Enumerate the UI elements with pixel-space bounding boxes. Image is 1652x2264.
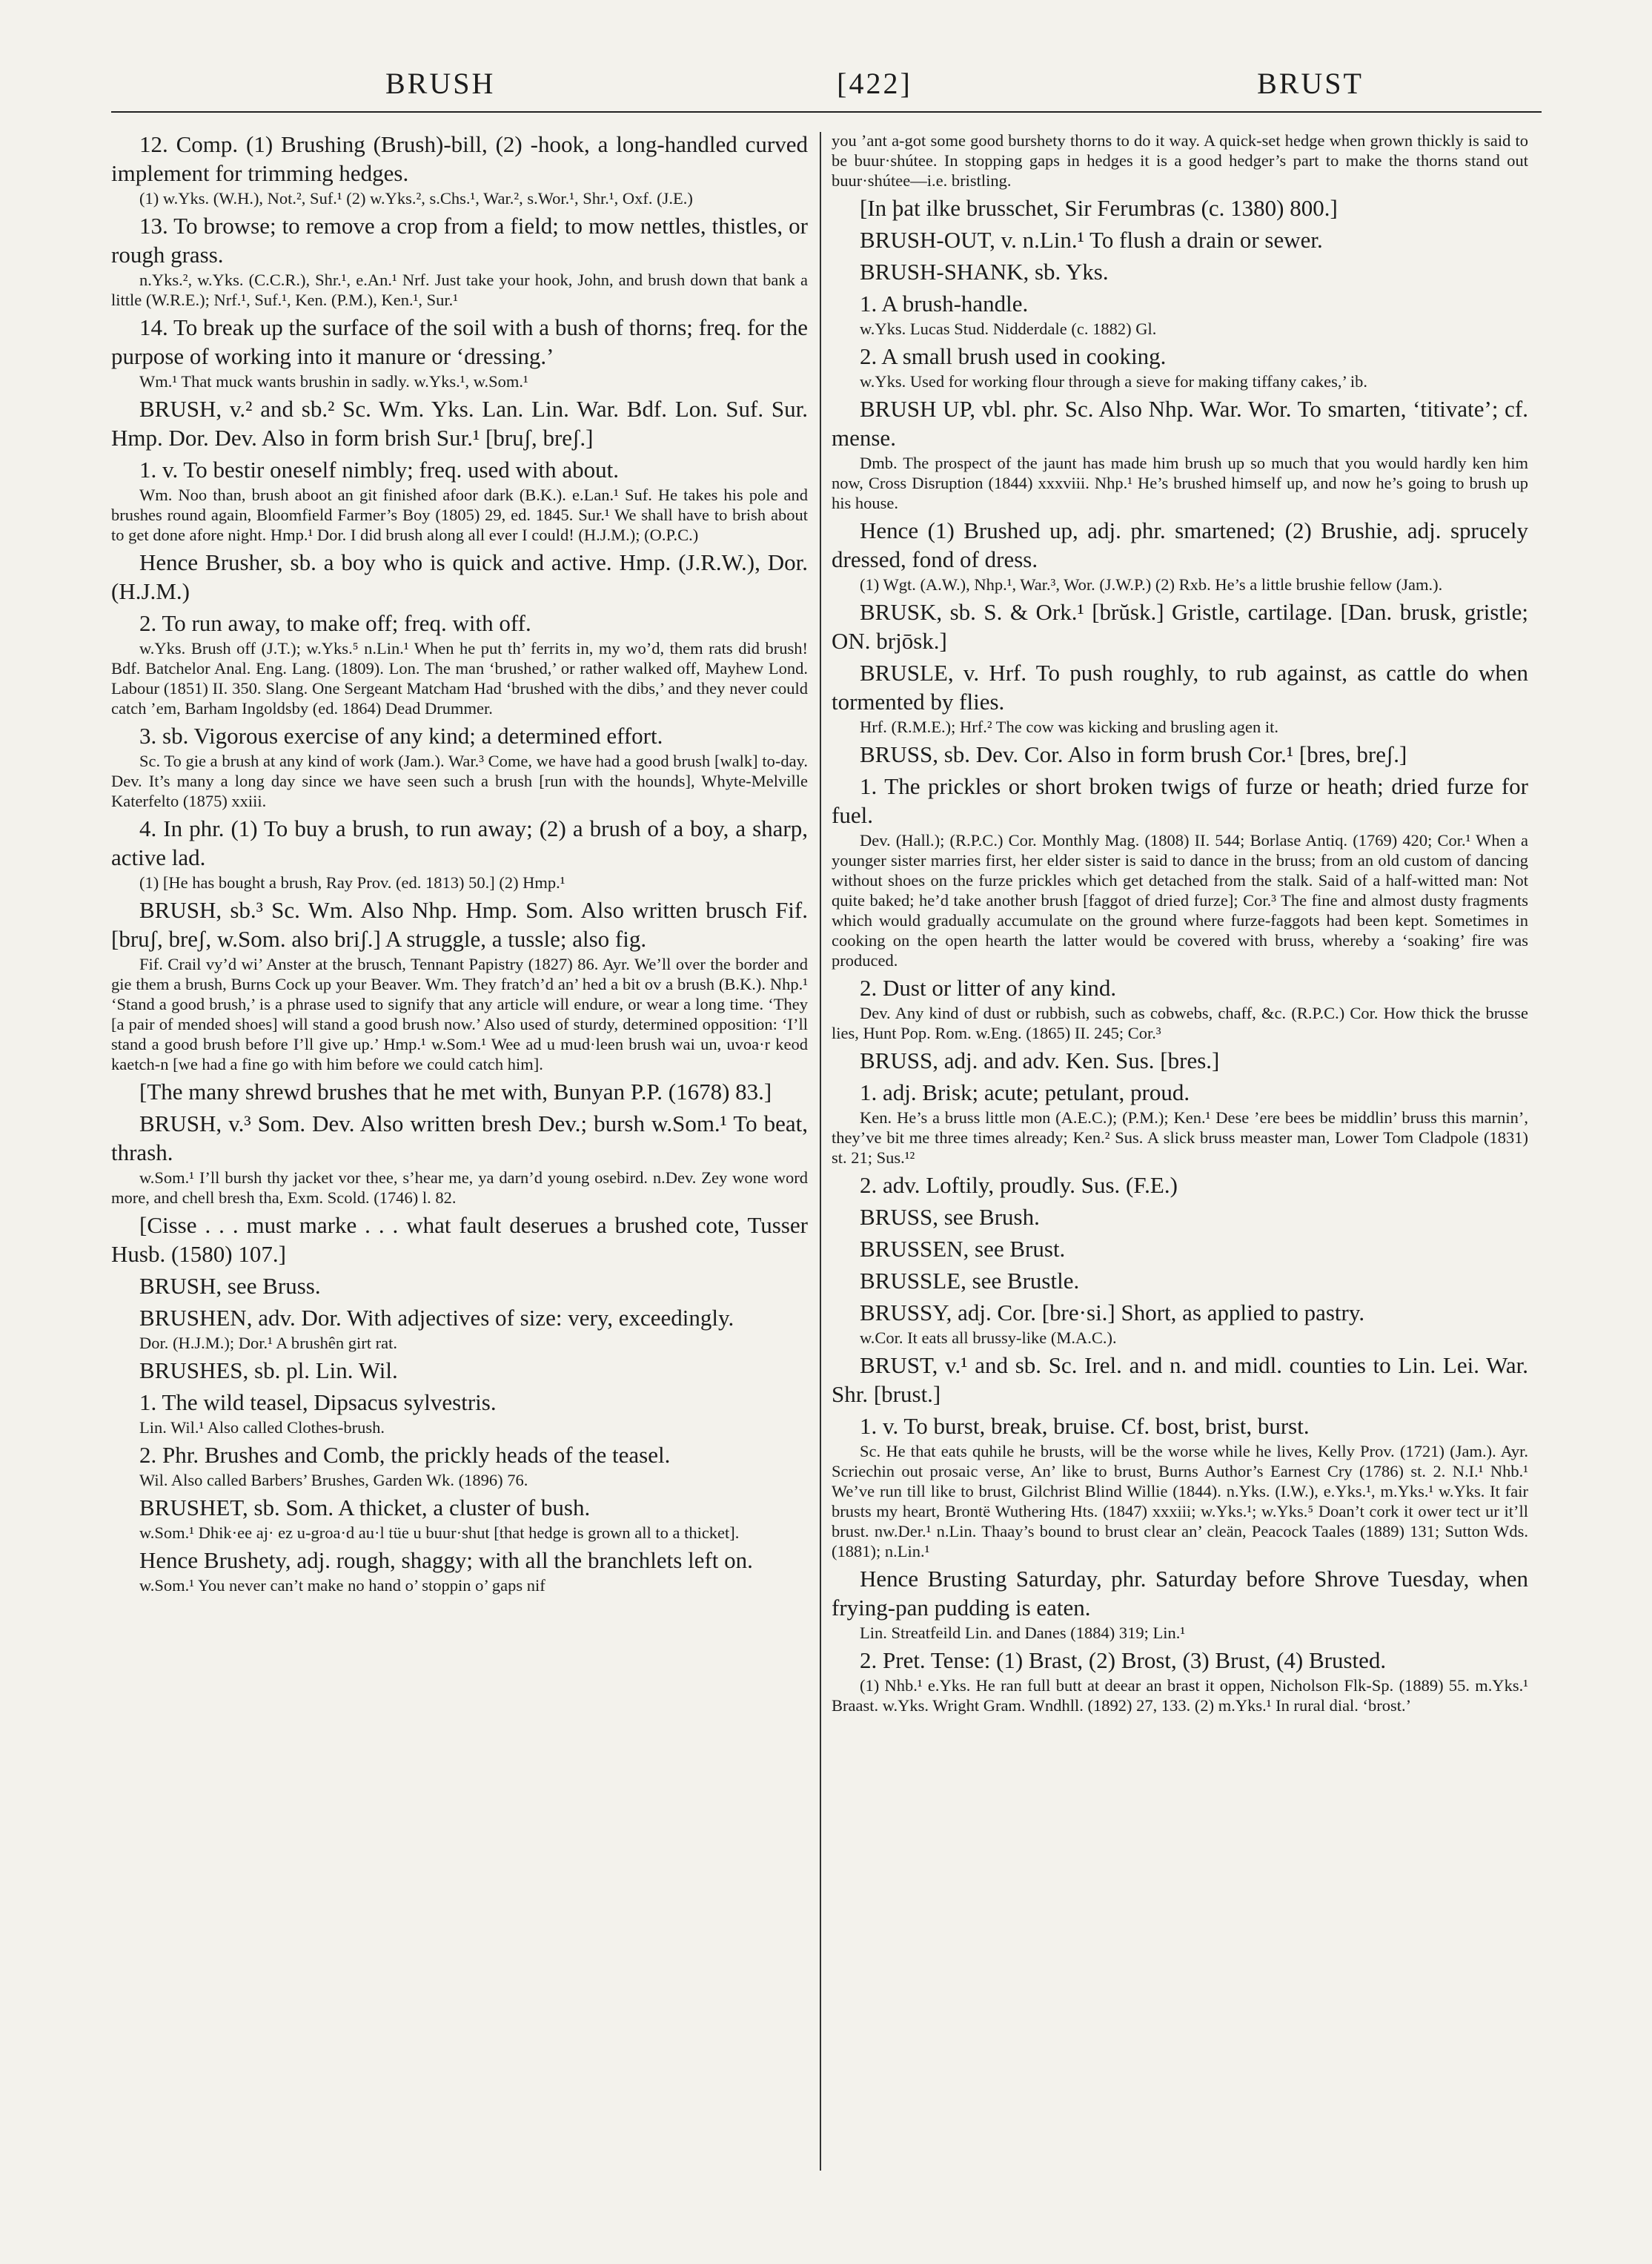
entry-quotation: Dev. Any kind of dust or rubbish, such as cobwebs, chaff, &c. (R.P.C.) Cor. How thick the brusse lies, Hunt Pop. Rom. w.Eng. (1865) II. 245; Cor.³ bbox=[832, 1004, 1528, 1042]
entry-quotation: Sc. He that eats quhile he brusts, will be the worse while he lives, Kelly Prov. (1721) (Jam.). Ayr. Scriechin out prosaic verse, An’ like to brust, Burns Author’s Earnest Cry (1786) st. 2. N.I.¹ Nhb.¹ We’ve run till like to brust, Gilchrist Blind Willie (1844). n.Yks. (I.W.), e.Yks.¹, m.Yks.¹ w.Yks. It fair brusts my heart, Brontë Wuthering Hts. (1847) xxxiii; w.Yks.¹; w.Yks.⁵ Doan’t cork it ower tect ur it’ll brust. nw.Der.¹ n.Lin. Thaay’s bound to brust clear an’ cleän, Peacock Taales (1889) 131; Sutton Wds. (1881); n.Lin.¹ bbox=[832, 1442, 1528, 1560]
dictionary-entry bbox=[111, 548, 808, 606]
entry-quotation: Ken. He’s a bruss little mon (A.E.C.); (P.M.); Ken.¹ Dese ’ere bees be middlin’ bruss this marnin’, they’ve bit me three times already; Ken.² Sus. A slick bruss measter man, Lower Tom Cladpole (1831) st. 21; Sus.¹² bbox=[832, 1108, 1528, 1167]
entry-definition: 1. v. To burst, break, bruise. Cf. bost, brist, burst. bbox=[860, 1413, 1310, 1439]
entry-quotation: Wm. Noo than, brush aboot an git finished afoor dark (B.K.). e.Lan.¹ Suf. He takes his pole and brushes round again, Bloomfield Farmer’s Boy (1805) 29, ed. 1845. Sur.¹ We shall have to brish about to get done afore night. Hmp.¹ Dor. I did brush along all ever I could! (H.J.M.); (O.P.C.) bbox=[111, 486, 808, 544]
entry-definition: BRUSSEN, see Brust. bbox=[860, 1236, 1066, 1262]
entry-definition: [The many shrewd brushes that he met with, Bunyan P.P. (1678) 83.] bbox=[139, 1079, 772, 1105]
entry-definition: [In þat ilke brusschet, Sir Ferumbras (c. 1380) 800.] bbox=[860, 195, 1338, 221]
header-left-word: BRUSH bbox=[385, 66, 496, 100]
entry-definition: BRUSK, sb. S. & Ork.¹ [brŭsk.] Gristle, cartilage. [Dan. brusk, gristle; ON. brjōsk.] bbox=[832, 599, 1528, 654]
entry-definition: 2. Dust or litter of any kind. bbox=[860, 975, 1117, 1001]
dictionary-entry bbox=[111, 130, 808, 208]
dictionary-entry bbox=[832, 740, 1528, 769]
dictionary-entry bbox=[111, 1303, 808, 1353]
dictionary-entry bbox=[832, 1171, 1528, 1199]
dictionary-entry bbox=[111, 1493, 808, 1543]
entry-quotation: Dor. (H.J.M.); Dor.¹ A brushên girt rat. bbox=[139, 1334, 397, 1352]
entry-definition: Hence (1) Brushed up, adj. phr. smartened; (2) Brushie, adj. sprucely dressed, fond of dress. bbox=[832, 517, 1528, 572]
entry-definition: 2. To run away, to make off; freq. with off. bbox=[139, 610, 531, 636]
entry-quotation: Dmb. The prospect of the jaunt has made him brush up so much that you would hardly ken him now, Cross Disruption (1844) xxxviii. Nhp.¹ He’s brushed himself up, and now he’s going to brush up his house. bbox=[832, 454, 1528, 512]
entry-quotation: (1) [He has bought a brush, Ray Prov. (ed. 1813) 50.] (2) Hmp.¹ bbox=[139, 873, 565, 892]
entry-definition: 2. Phr. Brushes and Comb, the prickly heads of the teasel. bbox=[139, 1442, 671, 1468]
dictionary-entry bbox=[832, 257, 1528, 286]
entry-quotation: Sc. To gie a brush at any kind of work (Jam.). War.³ Come, we have had a good brush [walk] to-day. Dev. It’s many a long day since we have seen such a brush [run with the hounds], Whyte-Melville Katerfelto (1875) xxiii. bbox=[111, 752, 808, 810]
dictionary-entry bbox=[111, 1546, 808, 1595]
entry-quotation: w.Som.¹ I’ll bursh thy jacket vor thee, s’hear me, ya darn’d young osebird. n.Dev. Zey wone word more, and chell bresh tha, Exm. Scold. (1746) l. 82. bbox=[111, 1168, 808, 1207]
entry-definition: BRUSHES, sb. pl. Lin. Wil. bbox=[139, 1357, 398, 1383]
dictionary-entry bbox=[111, 1211, 808, 1268]
dictionary-entry bbox=[111, 313, 808, 391]
dictionary-entry bbox=[111, 609, 808, 718]
entry-definition: BRUSLE, v. Hrf. To push roughly, to rub against, as cattle do when tormented by flies. bbox=[832, 660, 1528, 715]
dictionary-entry bbox=[832, 1046, 1528, 1075]
dictionary-entry bbox=[832, 1564, 1528, 1643]
dictionary-entry bbox=[832, 598, 1528, 655]
dictionary-entry bbox=[832, 1298, 1528, 1348]
dictionary-entry bbox=[832, 342, 1528, 391]
entry-definition: BRUSH-SHANK, sb. Yks. bbox=[860, 259, 1109, 285]
dictionary-entry bbox=[832, 1646, 1528, 1715]
entry-definition: BRUSH, v.³ Som. Dev. Also written bresh Dev.; bursh w.Som.¹ To beat, thrash. bbox=[111, 1111, 808, 1165]
dictionary-entry bbox=[832, 1351, 1528, 1409]
entry-quotation: w.Yks. Used for working flour through a sieve for making tiffany cakes,’ ib. bbox=[860, 372, 1368, 391]
entry-quotation: (1) w.Yks. (W.H.), Not.², Suf.¹ (2) w.Yks.², s.Chs.¹, War.², s.Wor.¹, Shr.¹, Oxf. (J.E.) bbox=[139, 189, 693, 208]
entry-definition: BRUSS, sb. Dev. Cor. Also in form brush Cor.¹ [bres, breʃ.] bbox=[860, 741, 1407, 767]
dictionary-entry bbox=[832, 973, 1528, 1043]
entry-quotation: Wil. Also called Barbers’ Brushes, Garden Wk. (1896) 76. bbox=[139, 1471, 528, 1489]
running-header bbox=[111, 61, 1542, 105]
dictionary-entry bbox=[832, 289, 1528, 339]
entry-definition: 4. In phr. (1) To buy a brush, to run away; (2) a brush of a boy, a sharp, active lad. bbox=[111, 815, 808, 870]
entry-definition: BRUSH, see Bruss. bbox=[139, 1273, 321, 1299]
entry-quotation: (1) Wgt. (A.W.), Nhp.¹, War.³, Wor. (J.W.P.) (2) Rxb. He’s a little brushie fellow (Jam.). bbox=[860, 575, 1443, 594]
dictionary-entry bbox=[832, 1078, 1528, 1168]
entry-quotation: n.Yks.², w.Yks. (C.C.R.), Shr.¹, e.An.¹ Nrf. Just take your hook, John, and brush down that bank a little (W.R.E.); Nrf.¹, Suf.¹, Ken. (P.M.), Ken.¹, Sur.¹ bbox=[111, 271, 808, 309]
header-rule bbox=[111, 111, 1542, 113]
dictionary-entry bbox=[111, 1109, 808, 1208]
entry-definition: BRUSS, see Brush. bbox=[860, 1204, 1040, 1230]
entry-definition: Hence Brushety, adj. rough, shaggy; with all the branchlets left on. bbox=[139, 1547, 753, 1573]
dictionary-entry bbox=[832, 225, 1528, 254]
left-column bbox=[111, 130, 808, 2228]
dictionary-entry bbox=[111, 1077, 808, 1106]
entry-quotation: Dev. (Hall.); (R.P.C.) Cor. Monthly Mag. (1808) II. 544; Borlase Antiq. (1769) 420; Cor.¹ When a younger sister marries first, her elder sister is said to dance in the bruss; from an old custom of dancing without shoes on the furze prickles which get detached from the stalk. Said of a half-witted man: Not quite baked; he’d take another brush [faggot of dried furze]; Cor.³ The fine and almost dusty fragments which would gradually accumulate on the ground where furze-faggots had been kept. Sometimes in cooking on the open hearth the latter would be covered with bruss, whereby a ‘soaking’ fire was produced. bbox=[832, 831, 1528, 970]
dictionary-entry bbox=[832, 1266, 1528, 1295]
entry-definition: 2. adv. Loftily, proudly. Sus. (F.E.) bbox=[860, 1172, 1178, 1198]
entry-definition: 1. adj. Brisk; acute; petulant, proud. bbox=[860, 1079, 1190, 1105]
entry-definition: 2. Pret. Tense: (1) Brast, (2) Brost, (3) Brust, (4) Brusted. bbox=[860, 1647, 1387, 1673]
dictionary-entry bbox=[111, 721, 808, 811]
dictionary-entry bbox=[832, 1234, 1528, 1263]
entry-quotation: w.Som.¹ Dhik·ee aj· ez u-groa·d au·l tüe u buur·shut [that hedge is grown all to a thicket]. bbox=[139, 1523, 740, 1542]
dictionary-entry bbox=[111, 1440, 808, 1490]
dictionary-entry bbox=[832, 658, 1528, 737]
entry-definition: BRUSS, adj. and adv. Ken. Sus. [bres.] bbox=[860, 1047, 1220, 1073]
dictionary-entry bbox=[832, 130, 1528, 191]
dictionary-entry bbox=[832, 193, 1528, 222]
entry-definition: Hence Brusher, sb. a boy who is quick and active. Hmp. (J.R.W.), Dor. (H.J.M.) bbox=[111, 549, 808, 604]
dictionary-entry bbox=[832, 394, 1528, 513]
entry-definition: 1. v. To bestir oneself nimbly; freq. used with about. bbox=[139, 457, 620, 483]
page-number: [422] bbox=[837, 66, 912, 100]
dictionary-entry bbox=[111, 1356, 808, 1385]
column-divider bbox=[820, 132, 821, 2171]
header-right-word: BRUST bbox=[1257, 66, 1364, 100]
entry-definition: 13. To browse; to remove a crop from a field; to mow nettles, thistles, or rough grass. bbox=[111, 213, 808, 268]
entry-definition: [Cisse . . . must marke . . . what fault deserues a brushed cote, Tusser Husb. (1580) 107.] bbox=[111, 1212, 808, 1267]
right-column bbox=[832, 130, 1528, 2228]
entry-definition: 1. The wild teasel, Dipsacus sylvestris. bbox=[139, 1389, 497, 1415]
dictionary-entry bbox=[111, 896, 808, 1074]
dictionary-entry bbox=[111, 1271, 808, 1300]
dictionary-entry bbox=[832, 1202, 1528, 1231]
entry-definition: BRUSH UP, vbl. phr. Sc. Also Nhp. War. Wor. To smarten, ‘titivate’; cf. mense. bbox=[832, 396, 1528, 451]
dictionary-entry bbox=[832, 1411, 1528, 1561]
entry-definition: BRUST, v.¹ and sb. Sc. Irel. and n. and midl. counties to Lin. Lei. War. Shr. [brust.] bbox=[832, 1352, 1528, 1407]
entry-definition: 1. A brush-handle. bbox=[860, 291, 1029, 317]
entry-quotation: (1) Nhb.¹ e.Yks. He ran full butt at deear an brast it oppen, Nicholson Flk-Sp. (1889) 55. m.Yks.¹ Braast. w.Yks. Wright Gram. Wndhll. (1892) 27, 133. (2) m.Yks.¹ In rural dial. ‘brost.’ bbox=[832, 1676, 1528, 1715]
entry-definition: BRUSSY, adj. Cor. [bre·si.] Short, as applied to pastry. bbox=[860, 1300, 1365, 1325]
entry-definition: BRUSH, v.² and sb.² Sc. Wm. Yks. Lan. Lin. War. Bdf. Lon. Suf. Sur. Hmp. Dor. Dev. Also in form brish Sur.¹ [bruʃ, breʃ.] bbox=[111, 396, 808, 451]
entry-definition: 1. The prickles or short broken twigs of furze or heath; dried furze for fuel. bbox=[832, 773, 1528, 828]
entry-quotation: Lin. Streatfeild Lin. and Danes (1884) 319; Lin.¹ bbox=[860, 1623, 1186, 1642]
entry-definition: 14. To break up the surface of the soil with a bush of thorns; freq. for the purpose of working into it manure or ‘dressing.’ bbox=[111, 314, 808, 369]
dictionary-entry bbox=[111, 211, 808, 310]
dictionary-entry bbox=[832, 516, 1528, 595]
dictionary-entry bbox=[111, 814, 808, 893]
entry-definition: BRUSHEN, adv. Dor. With adjectives of size: very, exceedingly. bbox=[139, 1305, 734, 1331]
entry-definition: 2. A small brush used in cooking. bbox=[860, 343, 1167, 369]
entry-definition: BRUSHET, sb. Som. A thicket, a cluster of bush. bbox=[139, 1495, 591, 1520]
entry-definition: Hence Brusting Saturday, phr. Saturday before Shrove Tuesday, when frying-pan pudding is eaten. bbox=[832, 1566, 1528, 1621]
dictionary-entry bbox=[111, 1388, 808, 1437]
dictionary-entry bbox=[832, 772, 1528, 970]
dictionary-entry bbox=[111, 455, 808, 545]
entry-definition: 12. Comp. (1) Brushing (Brush)-bill, (2) -hook, a long-handled curved implement for trimming hedges. bbox=[111, 131, 808, 186]
entry-quotation: w.Cor. It eats all brussy-like (M.A.C.). bbox=[860, 1328, 1117, 1347]
entry-quotation: you ’ant a-got some good burshety thorns to do it way. A quick-set hedge when grown thickly is said to be buur·shútee. In stopping gaps in hedges it is a good hedger’s part to make the thorns stand out buur·shútee—i.e. bristling. bbox=[832, 131, 1528, 190]
dictionary-entry bbox=[111, 394, 808, 452]
entry-definition: BRUSH-OUT, v. n.Lin.¹ To flush a drain or sewer. bbox=[860, 227, 1323, 253]
entry-quotation: Fif. Crail vy’d wi’ Anster at the brusch, Tennant Papistry (1827) 86. Ayr. We’ll over the border and gie them a brush, Burns Cock up your Beaver. Wm. They fratch’d an’ hed a bit ov a brush (B.K.). Nhp.¹ ‘Stand a good brush,’ is a phrase used to signify that any article will endure, or wear a long time. ‘They [a pair of mended shoes] will stand a good brush now.’ Also used of sturdy, determined opposition: ‘I’ll stand a good brush before I’ll give up.’ Hmp.¹ w.Som.¹ Wee ad u mud·leen brush wai un, uvoa·r keod kaetch-n [we had a fine go with him before we could catch him]. bbox=[111, 955, 808, 1073]
entry-quotation: Lin. Wil.¹ Also called Clothes-brush. bbox=[139, 1418, 385, 1437]
entry-quotation: w.Som.¹ You never can’t make no hand o’ stoppin o’ gaps nif bbox=[139, 1576, 545, 1595]
entry-definition: BRUSSLE, see Brustle. bbox=[860, 1268, 1080, 1294]
entry-quotation: Hrf. (R.M.E.); Hrf.² The cow was kicking and brusling agen it. bbox=[860, 718, 1278, 736]
entry-definition: 3. sb. Vigorous exercise of any kind; a determined effort. bbox=[139, 723, 663, 749]
entry-quotation: w.Yks. Brush off (J.T.); w.Yks.⁵ n.Lin.¹ When he put th’ ferrits in, my wo’d, them rats did brush! Bdf. Batchelor Anal. Eng. Lang. (1809). Lon. The man ‘brushed,’ or rather walked off, Mayhew Lond. Labour (1851) II. 350. Slang. One Sergeant Matcham Had ‘brushed with the dibs,’ and they never could catch ’em, Barham Ingoldsby (ed. 1864) Dead Drummer. bbox=[111, 639, 808, 718]
entry-quotation: w.Yks. Lucas Stud. Nidderdale (c. 1882) Gl. bbox=[860, 320, 1157, 338]
entry-definition: BRUSH, sb.³ Sc. Wm. Also Nhp. Hmp. Som. Also written brusch Fif. [bruʃ, breʃ, w.Som. also briʃ.] A struggle, a tussle; also fig. bbox=[111, 897, 808, 952]
entry-quotation: Wm.¹ That muck wants brushin in sadly. w.Yks.¹, w.Som.¹ bbox=[139, 372, 528, 391]
